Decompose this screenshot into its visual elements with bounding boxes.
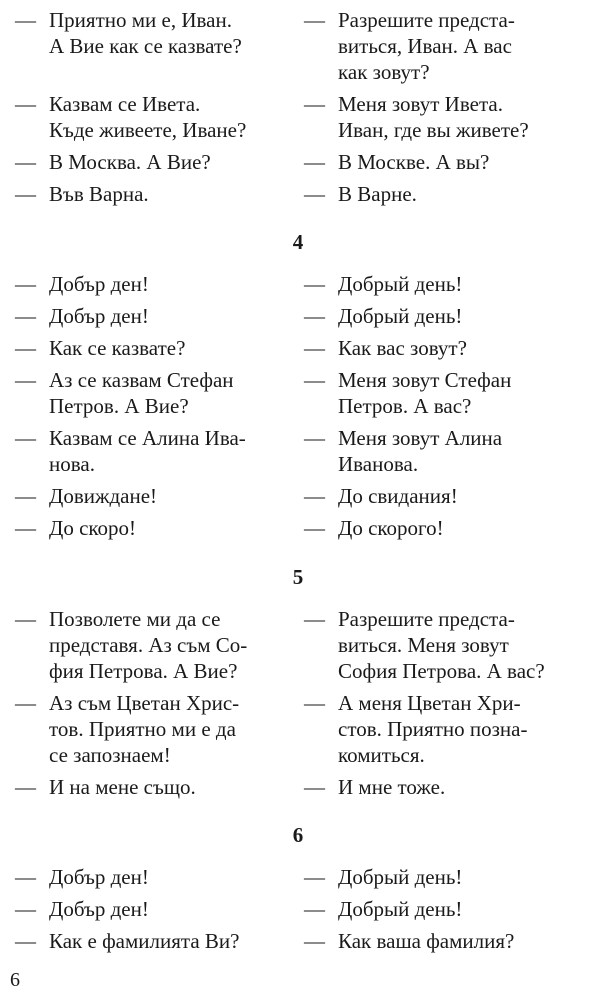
- dialogue-dash: —: [304, 150, 325, 174]
- dialogue-row: [0, 864, 596, 890]
- bulgarian-line: [0, 303, 302, 329]
- section-number: 5: [292, 565, 304, 589]
- dialogue-section-continued: [0, 7, 596, 213]
- bulgarian-text: Добър ден!: [49, 897, 149, 921]
- bulgarian-text: В Москва. А Вие?: [49, 150, 211, 174]
- bulgarian-line: [0, 425, 302, 477]
- russian-text: Меня зовут Ивета. Иван, где вы живете?: [338, 92, 529, 142]
- bulgarian-text: Казвам се Ивета. Къде живеете, Иване?: [49, 92, 247, 142]
- bulgarian-line: [0, 7, 302, 85]
- russian-text: Как ваша фамилия?: [338, 929, 515, 953]
- bulgarian-text: Добър ден!: [49, 304, 149, 328]
- dialogue-dash: —: [304, 865, 325, 889]
- dialogue-dash: —: [304, 368, 325, 392]
- dialogue-dash: —: [304, 516, 325, 540]
- dialogue-row: [0, 928, 596, 954]
- russian-text: Разрешите предста- виться. Меня зовут София Петрова. А вас?: [338, 607, 545, 683]
- dialogue-row: [0, 367, 596, 419]
- bulgarian-text: Позволете ми да се представя. Аз съм Со- фия Петрова. А Вие?: [49, 607, 248, 683]
- dialogue-section-4: [0, 229, 596, 547]
- dialogue-dash: —: [15, 865, 36, 889]
- dialogue-section-6: [0, 822, 596, 960]
- bulgarian-text: Добър ден!: [49, 272, 149, 296]
- russian-line: [302, 7, 596, 85]
- bulgarian-text: И на мене също.: [49, 775, 196, 799]
- dialogue-dash: —: [15, 182, 36, 206]
- russian-text: И мне тоже.: [338, 775, 446, 799]
- bulgarian-text: Във Варна.: [49, 182, 149, 206]
- dialogue-dash: —: [304, 8, 325, 32]
- page-number: 6: [10, 969, 20, 991]
- russian-line: [302, 774, 596, 800]
- dialogue-dash: —: [15, 92, 36, 116]
- dialogue-row: [0, 149, 596, 175]
- russian-text: До свидания!: [338, 484, 458, 508]
- dialogue-dash: —: [304, 92, 325, 116]
- russian-text: В Москве. А вы?: [338, 150, 490, 174]
- bulgarian-text: Аз съм Цветан Хрис- тов. Приятно ми е да се запознаем!: [49, 691, 240, 767]
- bulgarian-line: [0, 690, 302, 768]
- dialogue-dash: —: [15, 368, 36, 392]
- dialogue-dash: —: [15, 929, 36, 953]
- dialogue-row: [0, 690, 596, 768]
- dialogue-dash: —: [15, 8, 36, 32]
- russian-text: Добрый день!: [338, 272, 463, 296]
- russian-line: [302, 303, 596, 329]
- dialogue-dash: —: [304, 426, 325, 450]
- russian-text: Как вас зовут?: [338, 336, 467, 360]
- russian-line: [302, 91, 596, 143]
- bulgarian-line: [0, 928, 302, 954]
- dialogue-dash: —: [15, 607, 36, 631]
- russian-text: Меня зовут Стефан Петров. А вас?: [338, 368, 512, 418]
- dialogue-row: [0, 425, 596, 477]
- dialogue-dash: —: [304, 304, 325, 328]
- dialogue-dash: —: [15, 516, 36, 540]
- bulgarian-line: [0, 774, 302, 800]
- russian-text: Меня зовут Алина Иванова.: [338, 426, 503, 476]
- russian-line: [302, 690, 596, 768]
- dialogue-dash: —: [15, 484, 36, 508]
- dialogue-row: [0, 774, 596, 800]
- dialogue-dash: —: [304, 336, 325, 360]
- dialogue-dash: —: [304, 182, 325, 206]
- russian-line: [302, 181, 596, 207]
- bulgarian-text: Довиждане!: [49, 484, 158, 508]
- russian-line: [302, 367, 596, 419]
- dialogue-dash: —: [304, 691, 325, 715]
- dialogue-row: [0, 271, 596, 297]
- dialogue-row: [0, 896, 596, 922]
- bulgarian-line: [0, 896, 302, 922]
- russian-line: [302, 896, 596, 922]
- russian-line: [302, 271, 596, 297]
- dialogue-section-5: [0, 564, 596, 806]
- bulgarian-line: [0, 864, 302, 890]
- dialogue-row: [0, 335, 596, 361]
- bulgarian-text: Аз се казвам Стефан Петров. А Вие?: [49, 368, 234, 418]
- dialogue-dash: —: [15, 426, 36, 450]
- russian-line: [302, 149, 596, 175]
- bulgarian-line: [0, 271, 302, 297]
- russian-text: Разрешите предста- виться, Иван. А вас как зовут?: [338, 8, 515, 84]
- dialogue-dash: —: [15, 150, 36, 174]
- bulgarian-line: [0, 149, 302, 175]
- dialogue-dash: —: [304, 484, 325, 508]
- russian-line: [302, 515, 596, 541]
- dialogue-dash: —: [304, 775, 325, 799]
- bulgarian-line: [0, 483, 302, 509]
- bulgarian-line: [0, 335, 302, 361]
- dialogue-row: [0, 483, 596, 509]
- bulgarian-line: [0, 367, 302, 419]
- dialogue-dash: —: [15, 897, 36, 921]
- dialogue-dash: —: [15, 336, 36, 360]
- dialogue-row: [0, 606, 596, 684]
- bulgarian-line: [0, 181, 302, 207]
- dialogue-dash: —: [15, 304, 36, 328]
- bulgarian-text: Как е фамилията Ви?: [49, 929, 240, 953]
- bulgarian-text: Добър ден!: [49, 865, 149, 889]
- russian-text: В Варне.: [338, 182, 417, 206]
- russian-line: [302, 606, 596, 684]
- russian-text: Добрый день!: [338, 865, 463, 889]
- dialogue-dash: —: [15, 691, 36, 715]
- russian-text: До скорого!: [338, 516, 444, 540]
- russian-line: [302, 425, 596, 477]
- dialogue-dash: —: [304, 929, 325, 953]
- bulgarian-text: До скоро!: [49, 516, 137, 540]
- section-number: 6: [292, 823, 304, 847]
- dialogue-row: [0, 91, 596, 143]
- russian-text: Добрый день!: [338, 897, 463, 921]
- bulgarian-line: [0, 515, 302, 541]
- section-number: 4: [292, 230, 304, 254]
- russian-text: Добрый день!: [338, 304, 463, 328]
- dialogue-dash: —: [15, 272, 36, 296]
- bulgarian-line: [0, 606, 302, 684]
- bulgarian-text: Как се казвате?: [49, 336, 186, 360]
- russian-line: [302, 335, 596, 361]
- russian-line: [302, 864, 596, 890]
- dialogue-row: [0, 515, 596, 541]
- bulgarian-text: Приятно ми е, Иван. А Вие как се казвате?: [49, 8, 242, 58]
- dialogue-dash: —: [304, 272, 325, 296]
- russian-line: [302, 928, 596, 954]
- dialogue-row: [0, 303, 596, 329]
- dialogue-dash: —: [304, 607, 325, 631]
- russian-text: А меня Цветан Хри- стов. Приятно позна- комиться.: [338, 691, 528, 767]
- dialogue-dash: —: [304, 897, 325, 921]
- dialogue-dash: —: [15, 775, 36, 799]
- dialogue-row: [0, 181, 596, 207]
- russian-line: [302, 483, 596, 509]
- bulgarian-text: Казвам се Алина Ива- нова.: [49, 426, 246, 476]
- bulgarian-line: [0, 91, 302, 143]
- dialogue-row: [0, 7, 596, 85]
